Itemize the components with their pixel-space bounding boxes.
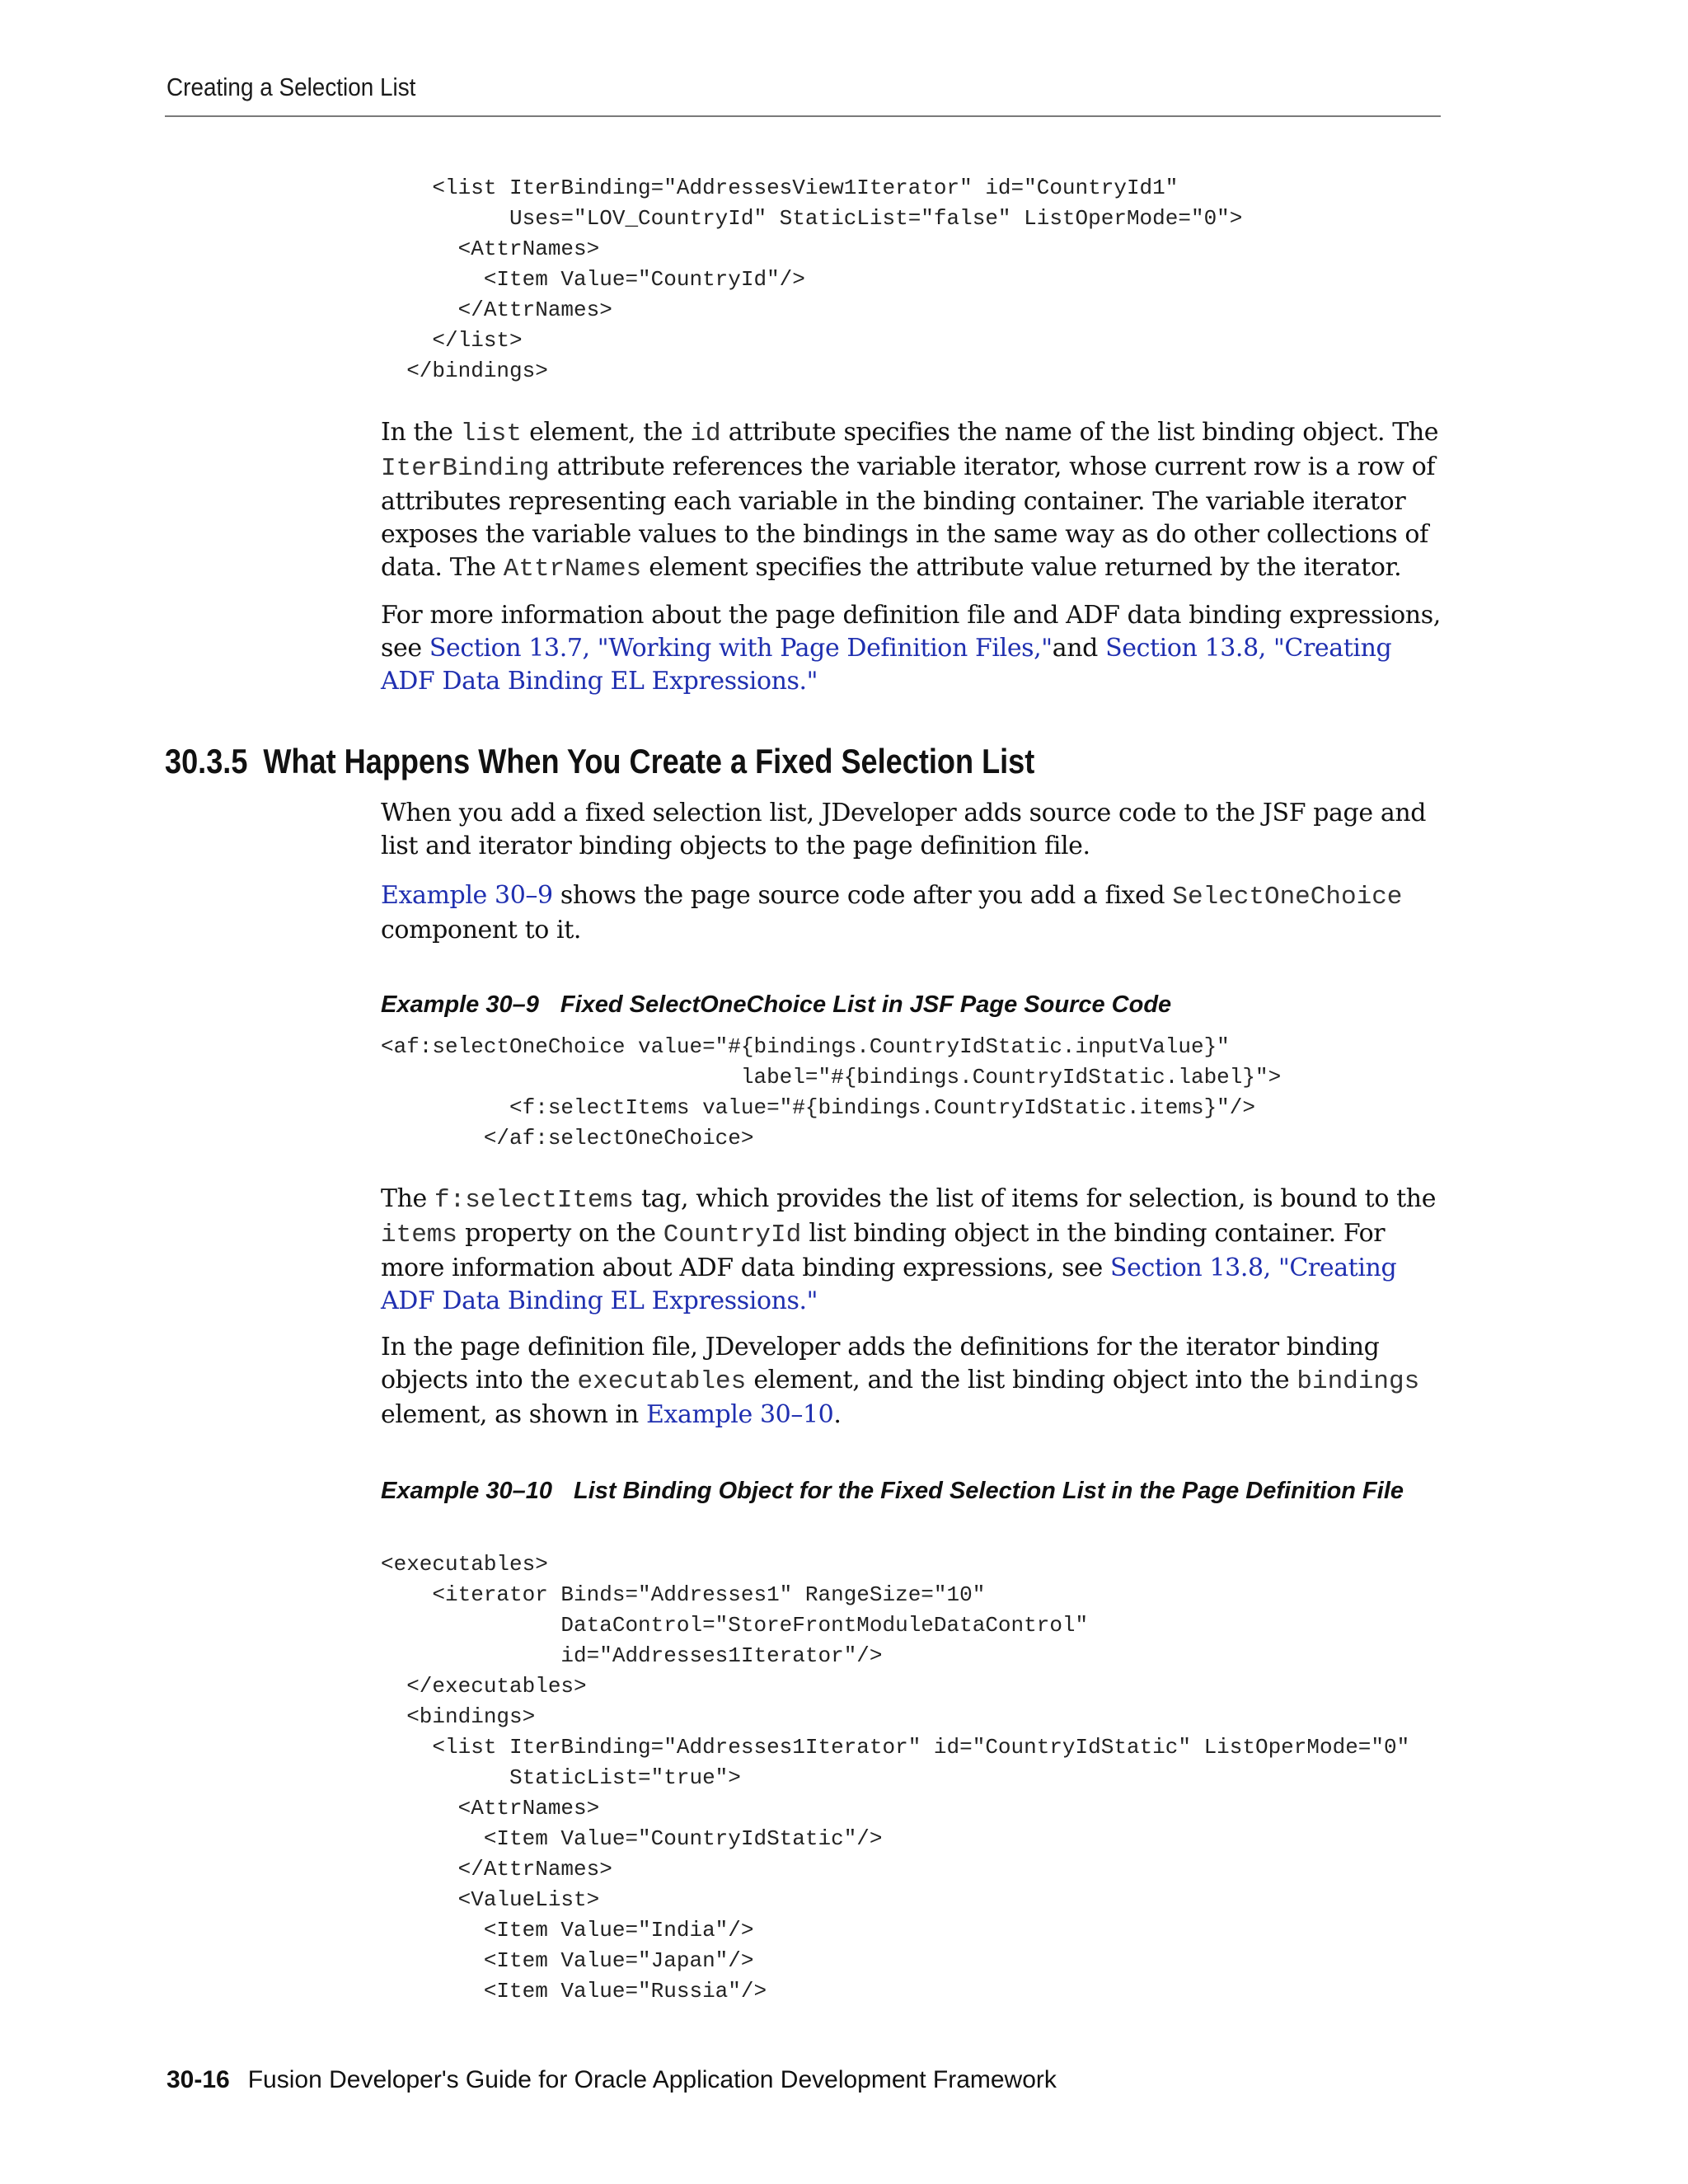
example-title-text: List Binding Object for the Fixed Selection List in the Page Definition File [573,1478,1404,1504]
inline-code: list [460,419,522,448]
example-label: Example 30–10 [381,1478,552,1504]
text: element, and the list binding object into the [746,1366,1297,1394]
section-heading [165,742,1034,781]
code-block-list-binding: <list IterBinding="AddressesView1Iterator" id="CountryId1" Uses="LOV_CountryId" StaticList="false" ListOperMode="0"> <AttrNames> <Item Value="CountryId"/> </AttrNames> </list> </bindings> [406,176,1243,383]
text: attribute specifies the name of the list binding object. The [720,418,1439,447]
inline-code: CountryId [663,1221,802,1249]
text: and [1052,634,1106,663]
inline-code: IterBinding [381,454,550,483]
code-block-example-30-10: <executables> <iterator Binds="Addresses1" RangeSize="10" DataControl="StoreFrontModuleDataControl" id="Addresses1Iterator"/> </executables> <bindings> <list IterBinding="Addresses1Iterator" id="CountryIdStatic" ListOperMode="0" StaticList="true"> <AttrNames> <Item Value="CountryIdStatic"/> </AttrNames> <ValueList> <Item Value="India"/> <Item Value="Japan"/> <Item Value="Russia"/> [381,1552,1410,2004]
book-title: Fusion Developer's Guide for Oracle Application Development Framework [247,2066,1057,2093]
link-section-13-8[interactable]: Section 13.8, "Creating ADF Data Binding EL Expressions." [381,1254,1397,1315]
section-title: What Happens When You Create a Fixed Selection List [263,742,1035,780]
example-title-text: Fixed SelectOneChoice List in JSF Page Source Code [560,991,1172,1018]
text: . [833,1400,842,1429]
inline-code: executables [577,1367,747,1396]
header-divider [165,115,1441,117]
code-block-example-30-9: <af:selectOneChoice value="#{bindings.CountryIdStatic.inputValue}" label="#{bindings.CountryIdStatic.label}"> <f:selectItems value="#{bindings.CountryIdStatic.items}"/> </af:selectOneChoice> [381,1034,1282,1151]
text: For more information about the page definition file and ADF data binding expressions, see [381,601,1441,663]
link-example-30-9[interactable]: Example 30–9 [381,881,553,910]
paragraph-list-element [381,416,1444,586]
paragraph-more-info [381,599,1444,698]
paragraph-example-ref [381,879,1444,947]
link-example-30-10[interactable]: Example 30–10 [645,1400,834,1429]
text: The [381,1184,435,1213]
inline-code: AttrNames [503,555,642,583]
text: component to it. [381,916,582,944]
running-header: Creating a Selection List [166,73,416,101]
text: In the page definition file, JDeveloper adds the definitions for the iterator binding objects into the [381,1333,1380,1394]
inline-code: SelectOneChoice [1172,883,1403,912]
text: property on the [457,1219,663,1248]
inline-code: bindings [1296,1367,1420,1396]
link-section-13-8[interactable]: Section 13.8, "Creating ADF Data Binding EL Expressions." [381,634,1392,696]
text: In the [381,418,461,447]
paragraph-page-definition [381,1331,1444,1432]
text: tag, which provides the list of items for selection, is bound to the [633,1184,1437,1213]
text: element, as shown in [381,1400,646,1429]
example-30-10-title [381,1475,1444,1507]
inline-code: id [690,419,721,448]
paragraph-intro: When you add a fixed selection list, JDeveloper adds source code to the JSF page and list and iterator binding objects to the page definition file. [381,799,1427,860]
page-number: 30-16 [166,2066,230,2093]
inline-code: items [381,1221,458,1249]
text: shows the page source code after you add a fixed [552,881,1173,910]
example-30-9-title [381,989,1444,1020]
link-section-13-7[interactable]: Section 13.7, "Working with Page Definition Files," [429,634,1053,663]
text: element, the [522,418,691,447]
section-number: 30.3.5 [165,742,248,780]
paragraph-select-items [381,1183,1444,1318]
inline-code: f:selectItems [434,1186,634,1215]
text: list binding object in the binding container. For more information about ADF data binding expressions, see [381,1219,1386,1282]
page-footer [166,2066,1057,2094]
text: element specifies the attribute value returned by the iterator. [641,553,1402,582]
example-label: Example 30–9 [381,991,539,1018]
text: attribute references the variable iterator, whose current row is a row of attributes representing each variable in the binding container. The variable iterator exposes the variable values to the bindings in the same way as do other collections of data. The [381,452,1436,582]
